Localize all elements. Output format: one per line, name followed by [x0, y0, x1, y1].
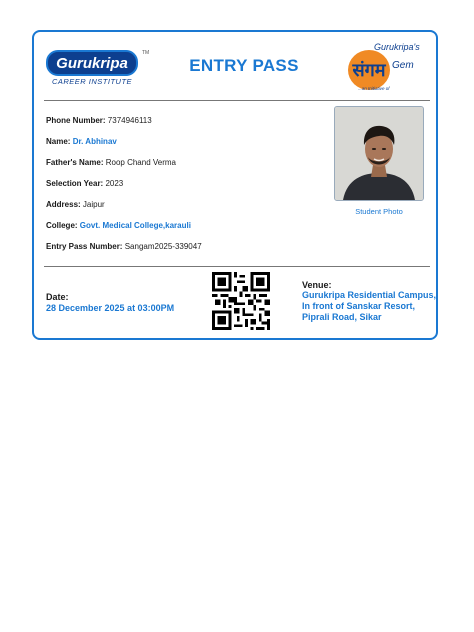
field-value: Roop Chand Verma: [105, 158, 176, 167]
field-father-name: [46, 158, 326, 179]
student-details: [46, 116, 326, 263]
date-label: Date:: [46, 292, 69, 302]
sangam-logo-top-text: Gurukripa's: [374, 42, 420, 52]
exam-date: [46, 292, 196, 313]
trademark-mark: TM: [142, 50, 150, 56]
entry-pass-card: [32, 30, 438, 340]
field-label: College:: [46, 221, 78, 230]
field-value: 2023: [105, 179, 124, 188]
divider-bottom: [44, 266, 430, 267]
sangam-logo-mark: संगम: [348, 50, 390, 90]
student-photo-caption: Student Photo: [355, 207, 403, 216]
field-label: Father's Name:: [46, 158, 104, 167]
field-entry-pass-number: [46, 242, 326, 263]
field-value: Sangam2025-339047: [124, 242, 202, 251]
gurukripa-logo: [46, 50, 150, 86]
sangam-logo-tagline: ...an Initiative of: [358, 86, 390, 91]
field-selection-year: [46, 179, 326, 200]
field-label: Selection Year:: [46, 179, 104, 188]
field-value: Dr. Abhinav: [72, 137, 117, 146]
field-value: Jaipur: [82, 200, 105, 209]
venue-label: Venue:: [302, 280, 332, 290]
divider-top: [44, 100, 430, 101]
field-label: Address:: [46, 200, 81, 209]
field-value: Govt. Medical College,karauli: [79, 221, 191, 230]
venue-line: Gurukripa Residential Campus,: [302, 290, 437, 300]
field-label: Entry Pass Number:: [46, 242, 123, 251]
date-value: 28 December 2025 at 03:00PM: [46, 303, 175, 313]
student-photo: [334, 106, 424, 201]
gurukripa-logo-name: Gurukripa: [46, 50, 138, 76]
qr-code: [210, 272, 272, 330]
sangam-gem-logo: [346, 42, 434, 96]
venue-block: [302, 280, 442, 323]
field-phone: [46, 116, 326, 137]
field-label: Phone Number:: [46, 116, 106, 125]
field-college: [46, 221, 326, 242]
venue-line: Piprali Road, Sikar: [302, 312, 382, 322]
venue-line: In front of Sanskar Resort,: [302, 301, 416, 311]
field-value: 7374946113: [107, 116, 152, 125]
student-photo-image: [335, 107, 423, 200]
field-name: [46, 137, 326, 158]
page-title: ENTRY PASS: [189, 56, 299, 75]
field-label: Name:: [46, 137, 71, 146]
gurukripa-logo-tagline: CAREER INSTITUTE: [51, 77, 133, 86]
field-address: [46, 200, 326, 221]
sangam-logo-suffix: Gem: [392, 60, 414, 71]
